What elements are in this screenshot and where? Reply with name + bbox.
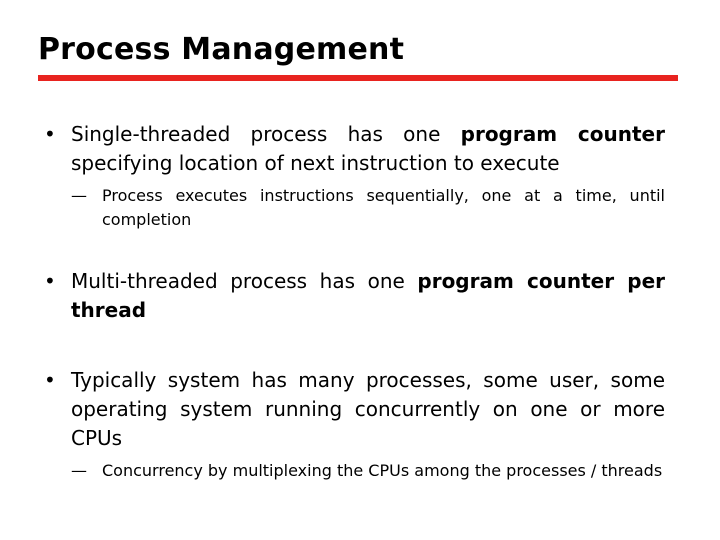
bullet-text-part: specifying location of next instruction to execute [71, 151, 560, 175]
subbullet-marker: — [71, 461, 87, 480]
subbullet-text: Concurrency by multiplexing the CPUs among the processes / threads [102, 461, 663, 480]
bullet-3 [44, 366, 665, 483]
bullet-emphasis: program counter per thread [71, 269, 665, 322]
title-underline [38, 75, 678, 81]
bullet-text: Typically system has many processes, some user, some operating system running concurrently on one or more CPUs [71, 368, 665, 450]
bullet-text-part: Single-threaded process has one [71, 122, 461, 146]
subbullet-1 [71, 184, 665, 232]
bullet-2 [44, 267, 665, 325]
bullet-emphasis: program counter [460, 122, 665, 146]
bullet-marker: • [44, 122, 56, 146]
slide-title: Process Management [38, 32, 405, 67]
bullet-text-part: Multi-threaded process has one [71, 269, 418, 293]
bullet-text [71, 120, 665, 178]
bullet-1 [44, 120, 665, 232]
subbullet-3 [71, 459, 665, 483]
subbullet-marker: — [71, 186, 87, 205]
bullet-text [71, 267, 665, 325]
subbullet-text: Process executes instructions sequentially, one at a time, until completion [102, 186, 665, 229]
bullet-marker: • [44, 368, 56, 392]
bullet-marker: • [44, 269, 56, 293]
